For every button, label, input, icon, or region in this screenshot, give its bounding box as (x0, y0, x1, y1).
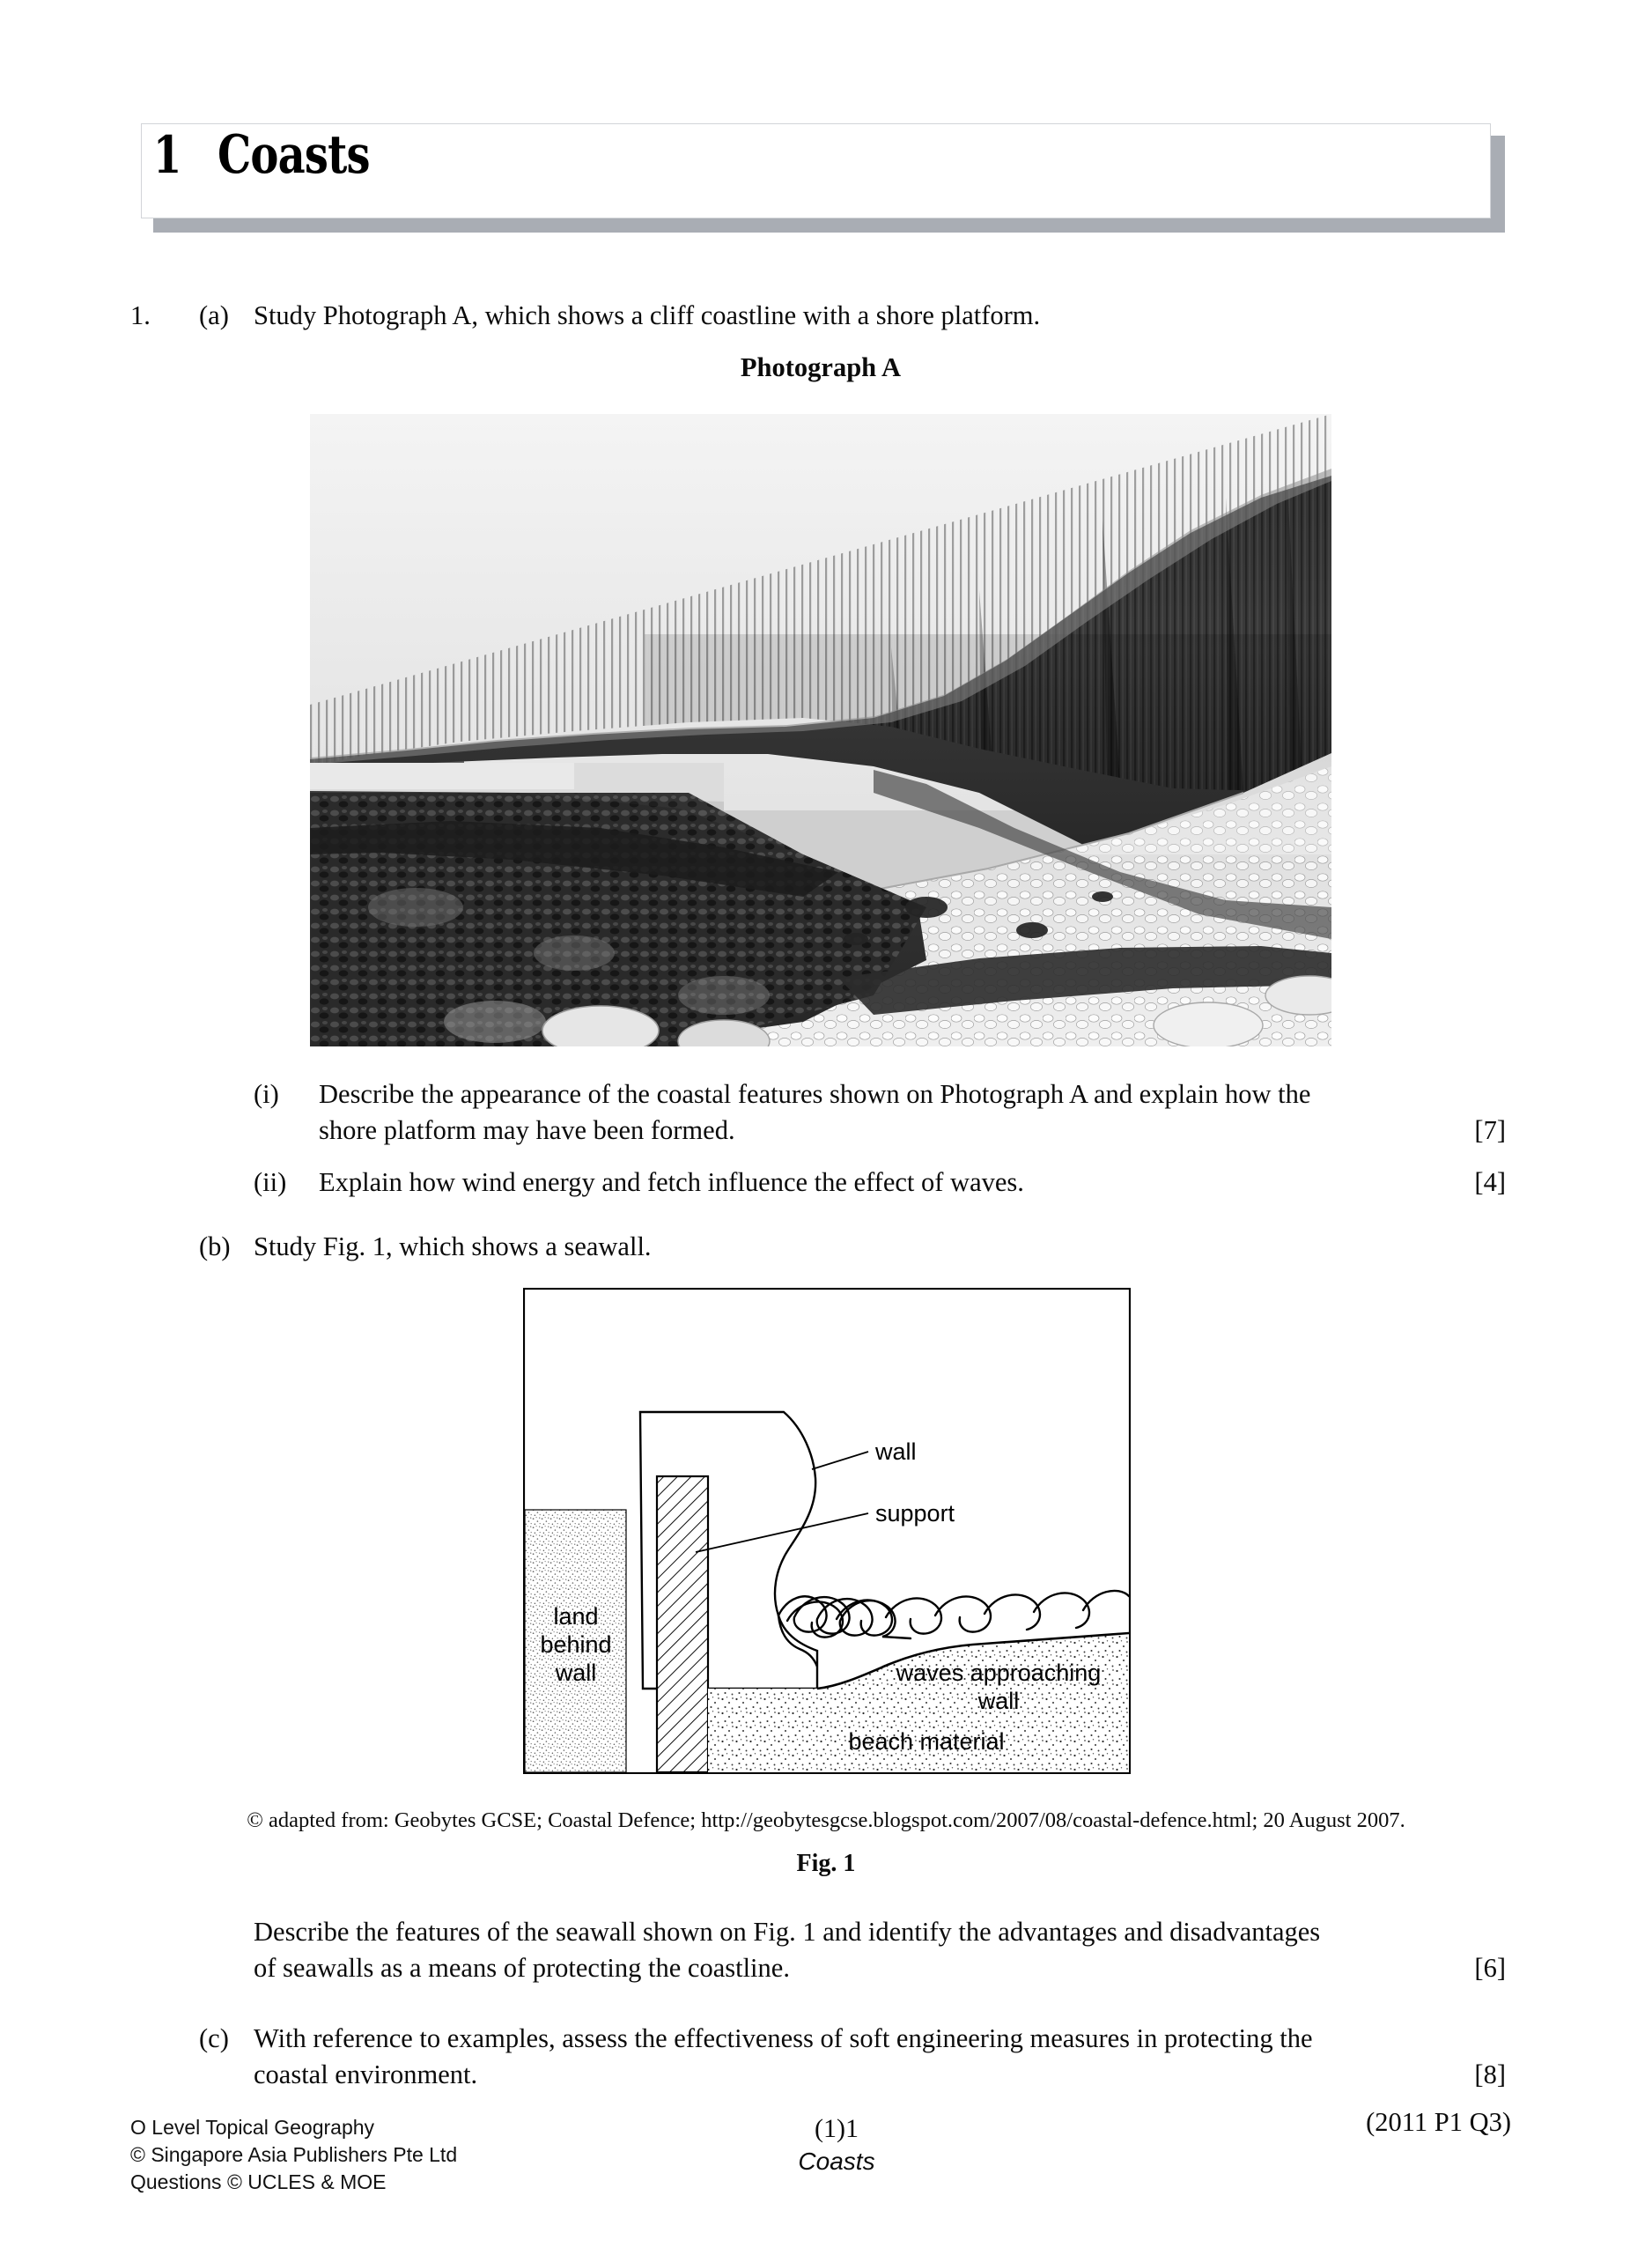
part-b-stem: Study Fig. 1, which shows a seawall. (254, 1231, 652, 1261)
figure1-label-land-line3: wall (555, 1660, 597, 1686)
chapter-title: Coasts (218, 124, 371, 186)
figure1-label-waves-line1: waves approaching (896, 1660, 1102, 1686)
figure-1-caption: Fig. 1 (796, 1850, 856, 1877)
photograph-a-image (310, 414, 1331, 1046)
photograph-a-svg (310, 414, 1331, 1046)
part-c-line1: With reference to examples, assess the effectiveness of soft engineering measures in protecting the (254, 2023, 1313, 2053)
figure-1-svg (523, 1288, 1131, 1774)
sub-question-i-label: (i) (254, 1079, 279, 1109)
figure-1-attribution: © adapted from: Geobytes GCSE; Coastal Defence; http://geobytesgcse.blogspot.com/2007/08/coastal-defence.html; 20 August 2007. (247, 1808, 1405, 1832)
figure1-label-beach-material: beach material (848, 1728, 1005, 1755)
part-b-task-line1: Describe the features of the seawall shown on Fig. 1 and identify the advantages and disadvantages (254, 1917, 1321, 1947)
figure1-label-wall: wall (875, 1438, 917, 1465)
part-b-label: (b) (199, 1231, 231, 1261)
figure1-label-land-line1: land (553, 1603, 599, 1630)
banner-content (153, 124, 408, 186)
exam-reference: (2011 P1 Q3) (1366, 2107, 1511, 2137)
part-b-marks: [6] (1474, 1953, 1506, 1983)
sub-question-i-line2: shore platform may have been formed. (319, 1115, 735, 1145)
part-a-stem: Study Photograph A, which shows a cliff coastline with a shore platform. (254, 300, 1041, 330)
sub-question-ii-text: Explain how wind energy and fetch influence the effect of waves. (319, 1167, 1024, 1197)
part-c-line2: coastal environment. (254, 2059, 478, 2089)
footer-series-title: O Level Topical Geography (130, 2116, 375, 2139)
footer-chapter-name: Coasts (798, 2148, 875, 2175)
figure-1-seawall-diagram (523, 1288, 1131, 1774)
figure1-label-waves-line2: wall (977, 1688, 1020, 1714)
sub-question-i-marks: [7] (1474, 1115, 1506, 1145)
footer-publisher: © Singapore Asia Publishers Pte Ltd (130, 2143, 458, 2166)
chapter-number: 1 (153, 125, 181, 185)
footer-questions-credit: Questions © UCLES & MOE (130, 2170, 387, 2193)
figure1-label-support: support (875, 1500, 955, 1527)
figure1-label-land-line2: behind (540, 1631, 612, 1658)
part-c-label: (c) (199, 2023, 229, 2053)
question-number: 1. (130, 300, 151, 330)
part-b-task-line2: of seawalls as a means of protecting the coastline. (254, 1953, 790, 1983)
sub-question-ii-marks: [4] (1474, 1167, 1506, 1197)
page-number: (1)1 (815, 2114, 859, 2143)
sub-question-ii-label: (ii) (254, 1167, 287, 1197)
part-a-label: (a) (199, 300, 229, 330)
photograph-a-caption: Photograph A (740, 352, 902, 382)
sub-question-i-line1: Describe the appearance of the coastal features shown on Photograph A and explain how the (319, 1079, 1311, 1109)
chapter-header-banner (141, 123, 1493, 220)
part-c-marks: [8] (1474, 2059, 1506, 2089)
